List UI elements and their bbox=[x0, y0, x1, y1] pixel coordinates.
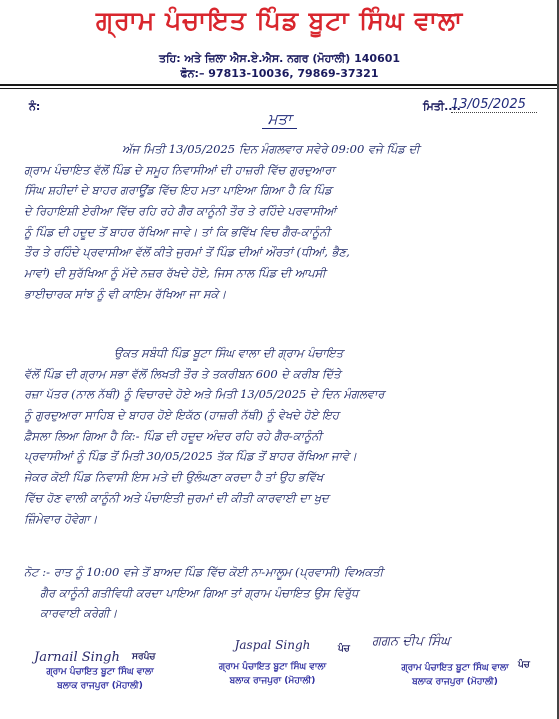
header-divider-thin bbox=[0, 88, 559, 89]
date-label: ਮਿਤੀ.... bbox=[423, 100, 461, 113]
text-line: ਤੌਰ ਤੇ ਰਹਿੰਦੇ ਪ੍ਰਵਾਸੀਆ ਵੱਲੋਂ ਕੀਤੇ ਜੁਰਮਾਂ ਤੋਂ ਪਿੰਡ ਦੀਆਂ ਔਰਤਾਂ (ਧੀਆਂ, ਭੈਣ, bbox=[24, 245, 350, 260]
official-stamp-line: ਬਲਾਕ ਰਾਜਪੁਰਾ (ਮੋਹਾਲੀ) bbox=[412, 677, 498, 687]
official-stamp-line: ਗ੍ਰਾਮ ਪੰਚਾਇਤ ਬੂਟਾ ਸਿੰਘ ਵਾਲਾ bbox=[401, 663, 509, 673]
text-line: ਵਿੱਚ ਹੋਣ ਵਾਲੀ ਕਾਨੂੰਨੀ ਅਤੇ ਪੰਚਾਇਤੀ ਜੁਰਮਾਂ ਦੀ ਕੀਤੀ ਕਾਰਵਾਈ ਦਾ ਖੁਦ bbox=[24, 490, 329, 505]
text-line: ਪ੍ਰਵਾਸੀਆਂ ਨੂੰ ਪਿੰਡ ਤੋਂ ਮਿਤੀ 30/05/2025 ਤੱਕ ਪਿੰਡ ਤੋਂ ਬਾਹਰ ਰੱਖਿਆ ਜਾਵੇ। bbox=[24, 449, 357, 464]
signature-panch-1 bbox=[190, 636, 355, 688]
text-line: ਸਿੰਘ ਸ਼ਹੀਦਾਂ ਦੇ ਬਾਹਰ ਗਰਾਊਂਡ ਵਿੱਚ ਇਹ ਮਤਾ ਪਾਇਆ ਗਿਆ ਹੈ ਕਿ ਪਿੰਡ bbox=[24, 183, 332, 198]
official-stamp-line: ਬਲਾਕ ਰਾਜਪੁਰਾ (ਮੋਹਾਲੀ) bbox=[57, 681, 143, 691]
signature-sarpanch bbox=[20, 650, 180, 693]
text-line: ਜ਼ਿੰਮੇਵਾਰ ਹੋਵੇਗਾ। bbox=[24, 511, 98, 526]
text-line: ਨੋਟ :- ਰਾਤ ਨੂੰ 10:00 ਵਜੇ ਤੋਂ ਬਾਅਦ ਪਿੰਡ ਵਿੱਚ ਕੋਈ ਨਾ-ਮਾਲੂਮ (ਪ੍ਰਵਾਸੀ) ਵਿਅਕਤੀ bbox=[24, 565, 384, 579]
text-line: ਦੇ ਰਿਹਾਇਸ਼ੀ ਏਰੀਆ ਵਿੱਚ ਰਹਿ ਰਹੇ ਗੈਰ ਕਾਨੂੰਨੀ ਤੌਰ ਤੇ ਰਹਿੰਦੇ ਪਰਵਾਸੀਆਂ bbox=[24, 204, 337, 219]
text-line: ਫ਼ੈਸਲਾ ਲਿਆ ਗਿਆ ਹੈ ਕਿ:- ਪਿੰਡ ਦੀ ਹਦੂਦ ਅੰਦਰ ਰਹਿ ਰਹੇ ਗੈਰ-ਕਾਨੂੰਨੀ bbox=[24, 428, 323, 443]
text-line: ਜੇਕਰ ਕੋਈ ਪਿੰਡ ਨਿਵਾਸੀ ਇਸ ਮਤੇ ਦੀ ਉਲੰਘਣਾ ਕਰਦਾ ਹੈ ਤਾਂ ਉਹ ਭਵਿੱਖ bbox=[24, 470, 324, 485]
letterhead-phone: ਫੋਨ:– 97813-10036, 79869-37321 bbox=[180, 67, 379, 80]
date-value: 13/05/2025 bbox=[451, 97, 537, 113]
text-line: ਨੂੰ ਪਿੰਡ ਦੀ ਹਦੂਦ ਤੋਂ ਬਾਹਰ ਰੱਖਿਆ ਜਾਵੇ। ਤਾਂ ਕਿ ਭਵਿੱਖ ਵਿਚ ਗੈਰ-ਕਾਨੂੰਨੀ bbox=[24, 224, 331, 239]
handwritten-signature: ਗਗਨ ਦੀਪ ਸਿੰਘ bbox=[372, 634, 450, 649]
official-stamp-line: ਗ੍ਰਾਮ ਪੰਚਾਇਤ ਬੂਟਾ ਸਿੰਘ ਵਾਲਾ bbox=[218, 662, 327, 672]
text-line: ਅੱਜ ਮਿਤੀ 13/05/2025 ਦਿਨ ਮੰਗਲਵਾਰ ਸਵੇਰੇ 09:00 ਵਜੇ ਪਿੰਡ ਦੀ bbox=[122, 142, 420, 156]
handwritten-signature: Jaspal Singh bbox=[234, 638, 311, 652]
signature-role: ਸਰਪੰਚ bbox=[132, 652, 156, 662]
resolution-paragraph-1 bbox=[24, 139, 545, 305]
header-divider bbox=[0, 84, 559, 86]
text-line: ਉਕਤ ਸਬੰਧੀ ਪਿੰਡ ਬੂਟਾ ਸਿੰਘ ਵਾਲਾ ਦੀ ਗ੍ਰਾਮ ਪੰਚਾਇਤ bbox=[114, 346, 344, 360]
text-line: ਗ੍ਰਾਮ ਪੰਚਾਇਤ ਵੱਲੋਂ ਪਿੰਡ ਦੇ ਸਮੂਹ ਨਿਵਾਸੀਆਂ ਦੀ ਹਾਜ਼ਰੀ ਵਿੱਚ ਗੁਰਦੁਆਰਾ bbox=[24, 162, 335, 177]
signature-role: ਪੰਚ bbox=[338, 644, 350, 654]
text-line: ਵੱਲੋਂ ਪਿੰਡ ਦੀ ਗ੍ਰਾਮ ਸਭਾ ਵੱਲੋਂ ਲਿਖਤੀ ਤੌਰ ਤੇ ਤਕਰੀਬਨ 600 ਦੇ ਕਰੀਬ ਦਿੱਤੇ bbox=[24, 366, 341, 381]
handwritten-signature: Jarnail Singh bbox=[34, 650, 120, 665]
reference-number-label: ਨੰ: bbox=[29, 100, 41, 113]
resolution-note bbox=[24, 562, 545, 624]
text-line: ਰਜ਼ਾ ਪੱਤਰ (ਨਾਲ ਨੱਥੀ) ਨੂੰ ਵਿਚਾਰਦੇ ਹੋਏ ਅਤੇ ਮਿਤੀ 13/05/2025 ਦੇ ਦਿਨ ਮੰਗਲਵਾਰ bbox=[24, 387, 385, 402]
signature-panch-2 bbox=[370, 634, 540, 689]
signature-role: ਪੰਚ bbox=[518, 660, 530, 670]
letterhead-address: ਤਹਿ: ਅਤੇ ਜ਼ਿਲਾ ਐਸ.ਏ.ਐਸ. ਨਗਰ (ਮੋਹਾਲੀ) 140601 bbox=[158, 52, 401, 65]
resolution-heading-text: ਮਤਾ bbox=[262, 110, 298, 129]
text-line: ਭਾਈਚਾਰਕ ਸਾਂਝ ਨੂੰ ਵੀ ਕਾਇਮ ਰੱਖਿਆ ਜਾ ਸਕੇ। bbox=[24, 286, 227, 301]
text-line: ਮਾਵਾਂ) ਦੀ ਸੁਰੱਖਿਆ ਨੂੰ ਮੱਦੇ ਨਜ਼ਰ ਰੱਖਦੇ ਹੋਏ, ਜਿਸ ਨਾਲ ਪਿੰਡ ਦੀ ਆਪਸੀ bbox=[24, 266, 326, 281]
letterhead-title: ਗ੍ਰਾਮ ਪੰਚਾਇਤ ਪਿੰਡ ਬੂਟਾ ਸਿੰਘ ਵਾਲਾ bbox=[95, 6, 464, 35]
text-line: ਕਾਰਵਾਈ ਕਰੇਗੀ। bbox=[40, 606, 118, 621]
text-line: ਨੂੰ ਗੁਰਦੁਆਰਾ ਸਾਹਿਬ ਦੇ ਬਾਹਰ ਹੋਏ ਇਕੱਠ (ਹਾਜ਼ਰੀ ਨੱਥੀ) ਨੂੰ ਵੇਖਦੇ ਹੋਏ ਇਹ bbox=[24, 408, 339, 423]
resolution-paragraph-2 bbox=[24, 343, 545, 529]
official-stamp-line: ਬਲਾਕ ਰਾਜਪੁਰਾ (ਮੋਹਾਲੀ) bbox=[229, 676, 316, 686]
resolution-heading bbox=[0, 110, 559, 129]
official-stamp-line: ਗ੍ਰਾਮ ਪੰਚਾਇਤ ਬੂਟਾ ਸਿੰਘ ਵਾਲਾ bbox=[46, 667, 154, 677]
text-line: ਗੈਰ ਕਾਨੂੰਨੀ ਗਤੀਵਿਧੀ ਕਰਦਾ ਪਾਇਆ ਗਿਆ ਤਾਂ ਗ੍ਰਾਮ ਪੰਚਾਇਤ ਉਸ ਵਿਰੁੱਧ bbox=[40, 585, 359, 600]
